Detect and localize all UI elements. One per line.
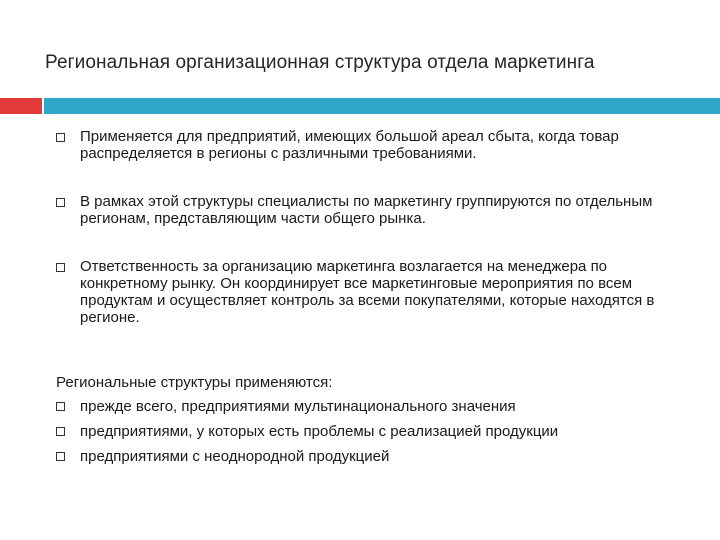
bullet-text: В рамках этой структуры специалисты по маркетингу группируются по отдельным регионам, представляющим части общего рынка. — [80, 193, 653, 227]
list-item — [56, 394, 696, 419]
bullet-item — [56, 193, 696, 227]
accent-bar-teal — [44, 98, 720, 114]
usage-section — [56, 372, 696, 469]
checkbox-square-icon — [56, 198, 65, 207]
checkbox-square-icon — [56, 263, 65, 272]
section-heading: Региональные структуры применяются: — [56, 374, 333, 391]
list-item-text: предприятиями с неоднородной продукцией — [80, 448, 390, 465]
bullet-text: Ответственность за организацию маркетинга возлагается на менеджера по конкретному рынку. Он координирует все маркетинговые мероприятия по всем продуктам и осуществляет контроль за всеми покупателями, которые находятся в регионе. — [80, 258, 655, 326]
checkbox-square-icon — [56, 133, 65, 142]
accent-bar-red — [0, 98, 42, 114]
list-item — [56, 419, 696, 444]
slide-title: Региональная организационная структура отдела маркетинга — [45, 52, 595, 73]
checkbox-square-icon — [56, 402, 65, 411]
usage-list — [56, 394, 696, 469]
bullet-item — [56, 258, 696, 326]
list-item-text: предприятиями, у которых есть проблемы с реализацией продукции — [80, 423, 559, 440]
checkbox-square-icon — [56, 452, 65, 461]
list-item-text: прежде всего, предприятиями мультинационального значения — [80, 398, 516, 415]
bullet-item — [56, 128, 696, 162]
bullet-list — [56, 128, 696, 326]
bullet-text: Применяется для предприятий, имеющих большой ареал сбыта, когда товар распределяется в регионы с различными требованиями. — [80, 128, 619, 162]
checkbox-square-icon — [56, 427, 65, 436]
list-item — [56, 444, 696, 469]
